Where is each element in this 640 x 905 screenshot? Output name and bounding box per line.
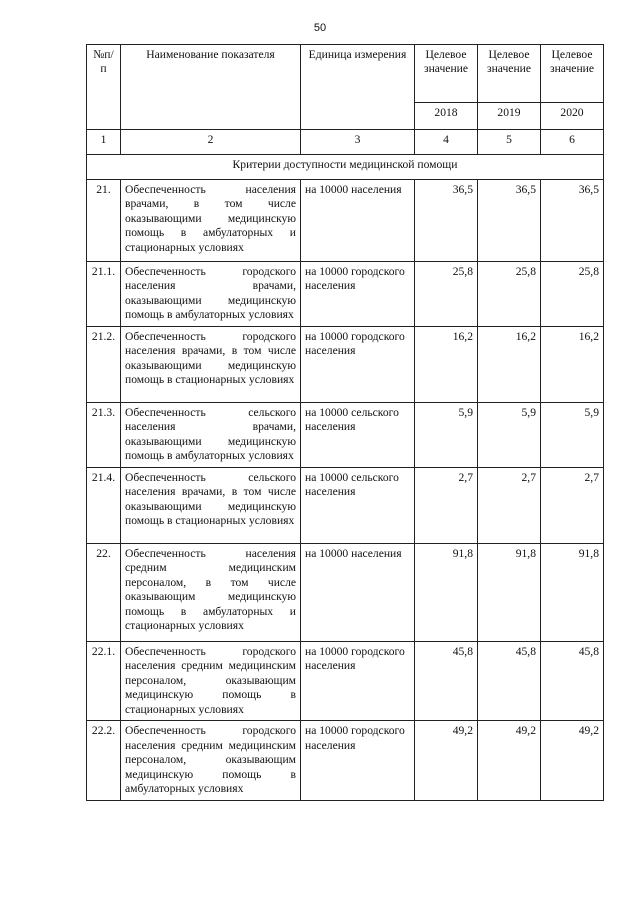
- column-number: 4: [415, 130, 478, 155]
- row-value-2020: 45,8: [541, 641, 604, 720]
- column-number: 2: [121, 130, 301, 155]
- row-number: 22.: [87, 543, 121, 641]
- row-unit: на 10000 населения: [301, 543, 415, 641]
- row-number: 21.1.: [87, 262, 121, 327]
- row-value-2018: 16,2: [415, 326, 478, 402]
- row-number: 21.4.: [87, 467, 121, 543]
- column-number: 5: [478, 130, 541, 155]
- row-unit: на 10000 городского населения: [301, 641, 415, 720]
- row-value-2018: 36,5: [415, 180, 478, 262]
- table-row: [87, 402, 604, 467]
- row-value-2019: 2,7: [478, 467, 541, 543]
- header-target-2018: Целевое значение: [415, 45, 478, 103]
- table-row: [87, 262, 604, 327]
- row-value-2018: 49,2: [415, 721, 478, 800]
- column-number: 6: [541, 130, 604, 155]
- indicators-table: [86, 44, 604, 801]
- row-name: Обеспеченность населения средним медицинским персоналом, в том числе оказывающим медицинскую помощь в амбулаторных и стационарных условиях: [121, 543, 301, 641]
- header-unit: Единица измерения: [301, 45, 415, 130]
- row-value-2019: 5,9: [478, 402, 541, 467]
- row-number: 21.3.: [87, 402, 121, 467]
- row-value-2019: 16,2: [478, 326, 541, 402]
- row-name: Обеспеченность городского населения врачами, в том числе оказывающими медицинскую помощь в стационарных условиях: [121, 326, 301, 402]
- section-row: [87, 155, 604, 180]
- header-name: Наименование показателя: [121, 45, 301, 130]
- header-num: №п/ п: [87, 45, 121, 130]
- header-target-2019: Целевое значение: [478, 45, 541, 103]
- row-unit: на 10000 сельского населения: [301, 467, 415, 543]
- row-unit: на 10000 населения: [301, 180, 415, 262]
- row-name: Обеспеченность городского населения средним медицинским персоналом, оказывающим медицинскую помощь в стационарных условиях: [121, 641, 301, 720]
- row-value-2019: 36,5: [478, 180, 541, 262]
- table-row: [87, 467, 604, 543]
- row-unit: на 10000 городского населения: [301, 721, 415, 800]
- row-name: Обеспеченность городского населения средним медицинским персоналом, оказывающим медицинскую помощь в амбулаторных условиях: [121, 721, 301, 800]
- row-name: Обеспеченность сельского населения врачами, в том числе оказывающими медицинскую помощь в стационарных условиях: [121, 467, 301, 543]
- column-number: 3: [301, 130, 415, 155]
- row-unit: на 10000 городского населения: [301, 262, 415, 327]
- row-value-2018: 2,7: [415, 467, 478, 543]
- table-row: [87, 721, 604, 800]
- table-row: [87, 180, 604, 262]
- row-value-2020: 5,9: [541, 402, 604, 467]
- header-year: 2019: [478, 103, 541, 130]
- table-row: [87, 326, 604, 402]
- section-title: Критерии доступности медицинской помощи: [87, 155, 604, 180]
- row-number: 22.2.: [87, 721, 121, 800]
- row-value-2020: 16,2: [541, 326, 604, 402]
- row-value-2020: 2,7: [541, 467, 604, 543]
- row-name: Обеспеченность сельского населения врачами, оказывающими медицинскую помощь в амбулаторных условиях: [121, 402, 301, 467]
- column-number: 1: [87, 130, 121, 155]
- row-value-2020: 25,8: [541, 262, 604, 327]
- row-unit: на 10000 городского населения: [301, 326, 415, 402]
- row-value-2019: 49,2: [478, 721, 541, 800]
- row-value-2020: 91,8: [541, 543, 604, 641]
- row-value-2018: 5,9: [415, 402, 478, 467]
- row-number: 21.2.: [87, 326, 121, 402]
- row-name: Обеспеченность городского населения врачами, оказывающими медицинскую помощь в амбулаторных условиях: [121, 262, 301, 327]
- row-value-2018: 91,8: [415, 543, 478, 641]
- row-value-2020: 49,2: [541, 721, 604, 800]
- table-row: [87, 641, 604, 720]
- row-value-2019: 25,8: [478, 262, 541, 327]
- row-unit: на 10000 сельского населения: [301, 402, 415, 467]
- row-number: 22.1.: [87, 641, 121, 720]
- header-year: 2018: [415, 103, 478, 130]
- column-numbers-row: [87, 130, 604, 155]
- row-number: 21.: [87, 180, 121, 262]
- row-value-2020: 36,5: [541, 180, 604, 262]
- row-value-2018: 25,8: [415, 262, 478, 327]
- row-value-2019: 91,8: [478, 543, 541, 641]
- page-number: 50: [313, 22, 327, 34]
- header-year: 2020: [541, 103, 604, 130]
- row-value-2018: 45,8: [415, 641, 478, 720]
- row-value-2019: 45,8: [478, 641, 541, 720]
- table-row: [87, 543, 604, 641]
- row-name: Обеспеченность населения врачами, в том числе оказывающими медицинскую помощь в амбулаторных и стационарных условиях: [121, 180, 301, 262]
- header-target-2020: Целевое значение: [541, 45, 604, 103]
